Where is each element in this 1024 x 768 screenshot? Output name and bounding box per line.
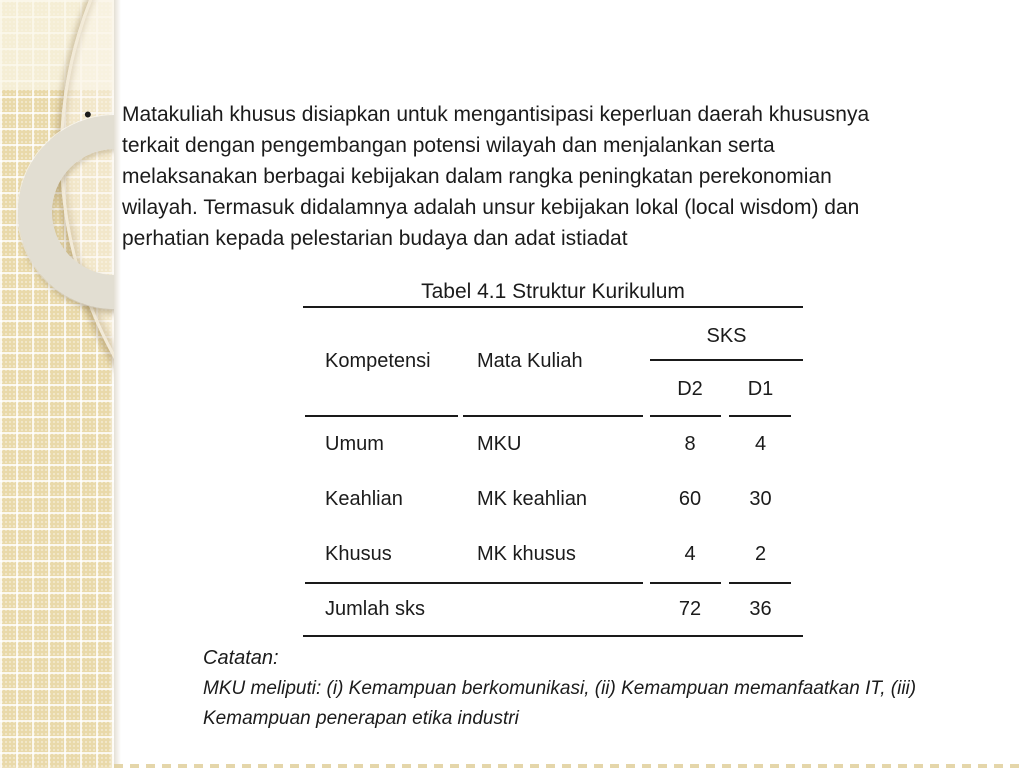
bullet-line: wilayah. Termasuk didalamnya adalah unsur kebijakan lokal (local wisdom) dan (122, 196, 860, 219)
col-group-header-sks: SKS (706, 325, 747, 347)
table-row (303, 527, 803, 582)
table-rule-bottom (303, 635, 803, 637)
col-header-d1: D1 (747, 378, 774, 400)
table-header (303, 308, 803, 415)
cell-total-d1: 36 (749, 598, 772, 620)
cell-d1: 4 (754, 433, 767, 455)
cell-d1: 30 (749, 488, 772, 510)
cell-d2: 4 (684, 543, 696, 565)
cell-kompetensi: Keahlian (325, 488, 403, 510)
bullet-paragraph (122, 99, 950, 254)
curriculum-table (303, 277, 803, 637)
sks-underline (650, 359, 803, 361)
col-header-mata-kuliah: Mata Kuliah (477, 350, 583, 372)
bullet-line: Matakuliah khusus disiapkan untuk mengantisipasi keperluan daerah khususnya (122, 103, 870, 126)
bottom-dotted-strip (114, 764, 1024, 768)
cell-mata-kuliah: MK keahlian (477, 488, 588, 510)
bullet-marker: • (84, 102, 92, 127)
cell-total-label: Jumlah sks (325, 598, 426, 620)
cell-mata-kuliah: MKU (477, 433, 522, 455)
sidebar-edge-shadow (114, 0, 121, 768)
cell-kompetensi: Umum (325, 433, 384, 455)
cell-mata-kuliah: MK khusus (477, 543, 576, 565)
cell-total-d2: 72 (678, 598, 702, 620)
bullet-line: perhatian kepada pelestarian budaya dan adat istiadat (122, 227, 628, 250)
cell-d2: 60 (678, 488, 702, 510)
thick-ring-ornament (18, 115, 114, 309)
notes-block (203, 642, 916, 734)
table-total-row (303, 584, 803, 635)
cell-kompetensi: Khusus (325, 543, 392, 565)
notes-line: Kemampuan penerapan etika industri (203, 708, 519, 729)
bullet-line: melaksanakan berbagai kebijakan dalam rangka peningkatan perekonomian (122, 165, 832, 188)
cell-d2: 8 (684, 433, 696, 455)
sidebar-decoration (0, 0, 114, 768)
bullet-line: terkait dengan pengembangan potensi wilayah dan menjalankan serta (122, 134, 775, 157)
notes-label: Catatan: (203, 647, 279, 669)
cell-d1: 2 (754, 543, 767, 565)
table-row (303, 472, 803, 527)
notes-line: MKU meliputi: (i) Kemampuan berkomunikasi, (ii) Kemampuan memanfaatkan IT, (iii) (203, 678, 917, 699)
col-header-d2: D2 (677, 378, 703, 400)
table-row (303, 417, 803, 472)
col-header-kompetensi: Kompetensi (325, 350, 431, 372)
table-title: Tabel 4.1 Struktur Kurikulum (421, 280, 685, 303)
